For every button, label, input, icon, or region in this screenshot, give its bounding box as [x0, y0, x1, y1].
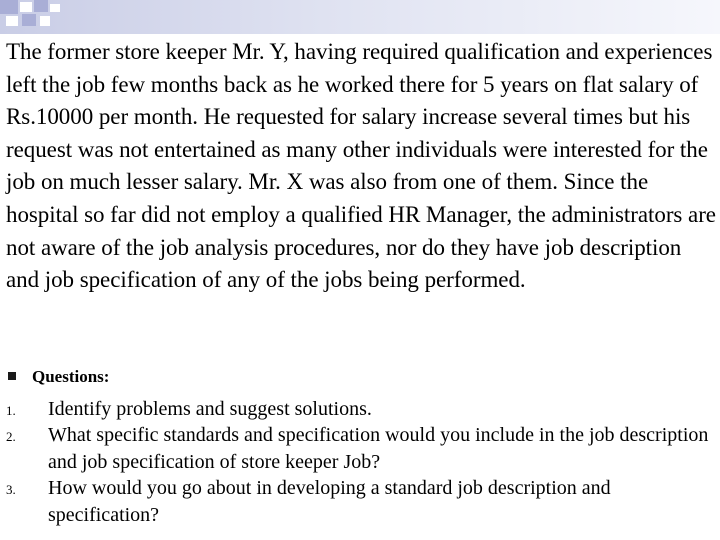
- question-text: Identify problems and suggest solutions.: [48, 398, 372, 420]
- list-item: [6, 475, 716, 528]
- decorative-header-band: [0, 0, 720, 34]
- question-text: What specific standards and specification would you include in the job description and job specification of store keeper Job?: [48, 424, 709, 473]
- square-bullet-icon: [8, 372, 16, 380]
- question-number: 3.: [6, 482, 16, 498]
- questions-heading-label: Questions:: [32, 367, 110, 386]
- decorative-squares: [0, 0, 70, 34]
- question-text: How would you go about in developing a standard job description and specification?: [48, 477, 611, 526]
- questions-list: [6, 396, 716, 528]
- case-paragraph: The former store keeper Mr. Y, having required qualification and experiences left the job few months back as he worked there for 5 years on flat salary of Rs.10000 per month. He requested for salary increase several times but his request was not entertained as many other individuals were interested for the job on much lesser salary. Mr. X was also from one of them. Since the hospital so far did not employ a qualified HR Manager, the administrators are not aware of the job analysis procedures, nor do they have job description and job specification of any of the jobs being performed.: [6, 39, 716, 293]
- list-item: [6, 422, 716, 475]
- question-number: 1.: [6, 403, 16, 418]
- question-number: 2.: [6, 429, 16, 445]
- questions-heading: [8, 366, 109, 388]
- list-item: [6, 396, 716, 422]
